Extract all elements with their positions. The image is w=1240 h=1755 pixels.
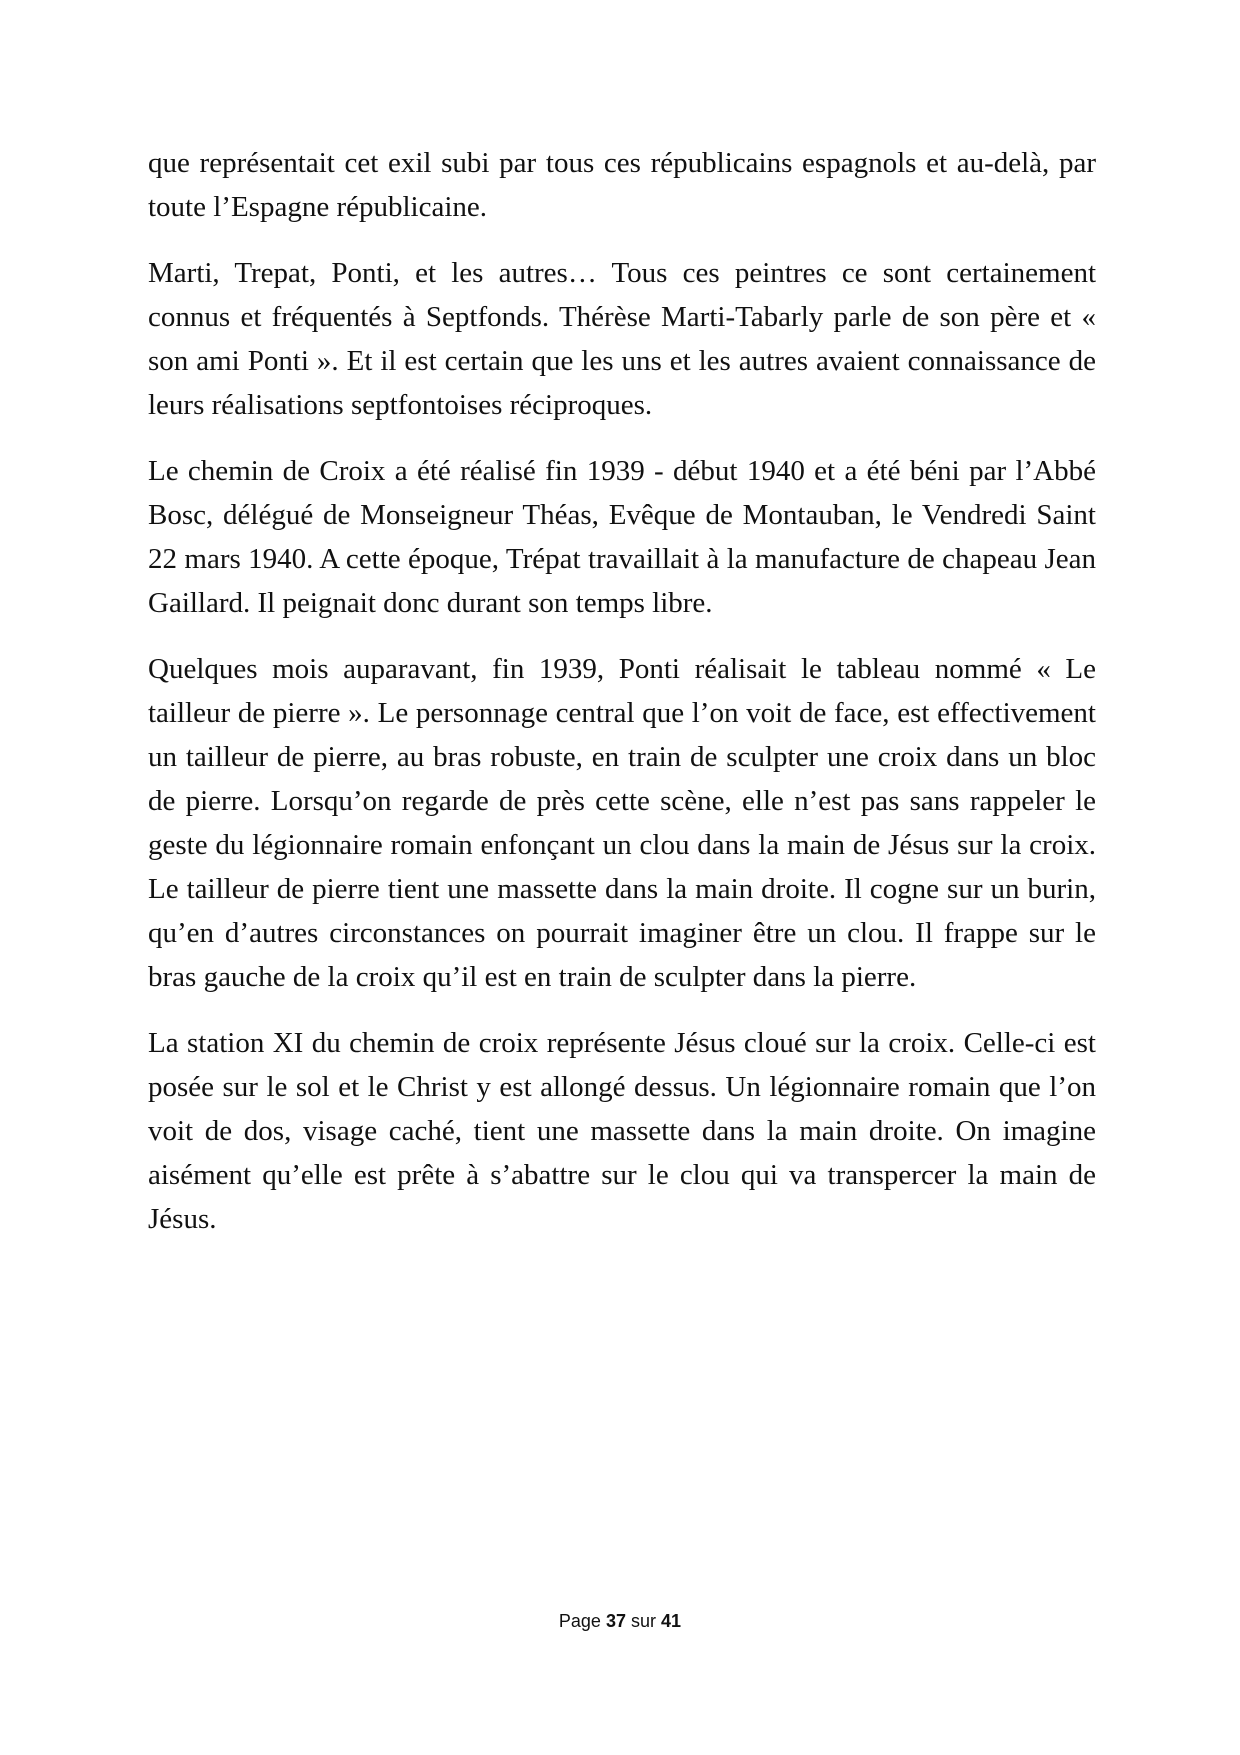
footer-current-page: 37 [605, 1611, 626, 1631]
body-text [148, 141, 1096, 1263]
footer-page-label: Page [558, 1611, 601, 1631]
footer-total-pages: 41 [661, 1611, 682, 1631]
paragraph-1: que représentait cet exil subi par tous ces républicains espagnols et au-delà, par toute l’Espagne républicaine. [148, 147, 1096, 223]
footer-separator: sur [631, 1611, 657, 1631]
paragraph-4: Quelques mois auparavant, fin 1939, Ponti réalisait le tableau nommé « Le tailleur de pierre ». Le personnage central que l’on voit de face, est effectivement un tailleur de pierre, au bras robuste, en train de sculpter une croix dans un bloc de pierre. Lorsqu’on regarde de près cette scène, elle n’est pas sans rappeler le geste du légionnaire romain enfonçant un clou dans la main de Jésus sur la croix. Le tailleur de pierre tient une massette dans la main droite. Il cogne sur un burin, qu’en d’autres circonstances on pourrait imaginer être un clou. Il frappe sur le bras gauche de la croix qu’il est en train de sculpter dans la pierre. [148, 653, 1096, 993]
page-footer [0, 1611, 1240, 1632]
paragraph-5: La station XI du chemin de croix représente Jésus cloué sur la croix. Celle-ci est posée sur le sol et le Christ y est allongé dessus. Un légionnaire romain que l’on voit de dos, visage caché, tient une massette dans la main droite. On imagine aisément qu’elle est prête à s’abattre sur le clou qui va transpercer la main de Jésus. [148, 1027, 1096, 1235]
paragraph-2: Marti, Trepat, Ponti, et les autres… Tous ces peintres ce sont certainement connus et fréquentés à Septfonds. Thérèse Marti-Tabarly parle de son père et « son ami Ponti ». Et il est certain que les uns et les autres avaient connaissance de leurs réalisations septfontoises réciproques. [148, 257, 1096, 421]
paragraph-3: Le chemin de Croix a été réalisé fin 1939 - début 1940 et a été béni par l’Abbé Bosc, délégué de Monseigneur Théas, Evêque de Montauban, le Vendredi Saint 22 mars 1940. A cette époque, Trépat travaillait à la manufacture de chapeau Jean Gaillard. Il peignait donc durant son temps libre. [148, 455, 1096, 619]
